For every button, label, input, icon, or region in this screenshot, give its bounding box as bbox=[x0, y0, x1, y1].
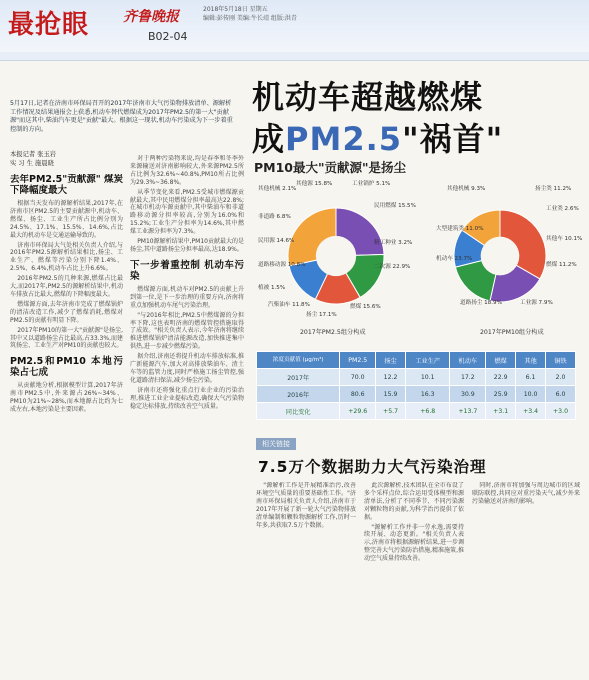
story2-headline: 7.5万个数据助力大气污染治理 bbox=[258, 458, 487, 476]
table-cell: 15.9 bbox=[376, 386, 406, 403]
pie-label: 其他机械 9.3% bbox=[447, 186, 486, 192]
pm10-pie-caption: 2017年PM10组分构成 bbox=[480, 329, 544, 336]
table-cell: +3.0 bbox=[546, 403, 576, 420]
pie-label: 工业锅炉 5.1% bbox=[352, 181, 391, 187]
issue-editors: 编辑:彭传刚 美编:牛长靖 组版:洪青 bbox=[203, 15, 297, 22]
left-para: 济南市环保局大气处相关负责人介绍,与2016年PM2.5源解析结果相比,扬尘、工业生产、燃煤等污染分别下降1.4%、2.5%、6.4%,机动车占比上升6.6%。 bbox=[10, 241, 123, 273]
table-cell: 6.1 bbox=[516, 369, 546, 386]
table-cell: 6.0 bbox=[546, 386, 576, 403]
issue-info bbox=[203, 5, 383, 23]
pie-label: 道路扬尘 18.9% bbox=[460, 300, 502, 306]
pie-center bbox=[481, 237, 520, 276]
table-col-header: 燃煤 bbox=[486, 352, 516, 369]
mid-para: 对于两种污染物来说,均是春季和冬季外来源输送对济南影响较大,外来源PM2.5所占比例为32.6%~40.8%,PM10所占比例为29.3%~36.8%。 bbox=[130, 155, 244, 186]
headline-part: 成 bbox=[252, 120, 286, 158]
byline-reporter: 本报记者 张玉岩 bbox=[10, 151, 57, 158]
pie-label: 扬尘类 11.2% bbox=[535, 186, 572, 192]
byline-intern: 实 习 生 施晨晓 bbox=[10, 160, 54, 167]
mid-para: PM10源解析结果中,PM10贡献最大的是扬尘,其中道路扬尘分担率最高,达18.9%。 bbox=[130, 238, 244, 253]
table-cell: 17.2 bbox=[450, 369, 486, 386]
left-para: 2016年PM2.5的几种来源,燃煤占比最大,而2017年,PM2.5的源解析结果中,机动车排放占比最大,燃煤的下降幅度最大。 bbox=[10, 275, 123, 298]
left-para: 从贡献地分析,根据模型计算,2017年济南市PM2.5中,外来源占26%~34%、PM10为21%~28%,而本地源占比约为七成左右,本地污染是主要因素。 bbox=[10, 382, 123, 414]
table-cell: 30.9 bbox=[450, 386, 486, 403]
table-cell: 22.9 bbox=[486, 369, 516, 386]
page-number: B02-04 bbox=[148, 30, 188, 43]
table-row-label: 同比变化 bbox=[257, 403, 340, 420]
table-cell: 80.6 bbox=[340, 386, 376, 403]
mid-para: "与2016年相比,PM2.5中燃煤源的分担率下降,这也表明济南的燃煤管控措施取得了成效。"相关负责人表示,今年济南将继续推进燃煤锅炉清洁能源改造,加快推进集中供热,进一步减少燃煤污染。 bbox=[130, 311, 244, 351]
table-row-label: 2017年 bbox=[257, 369, 340, 386]
headline-line1: 机动车超越燃煤 bbox=[252, 78, 484, 116]
left-para: 根据当天发布的源解析结果,2017年,在济南市区PM2.5的主要贡献源中,机动车、燃煤、扬尘、工业生产所占比例分别为24.5%、17.1%、15.5%、14.6%,占比最大的机动车是交通运输导致的。 bbox=[10, 200, 123, 239]
pie-label: 其他车 10.1% bbox=[546, 236, 583, 242]
table-header-row bbox=[257, 352, 576, 369]
pie-label: 汽柴油车 11.8% bbox=[268, 302, 310, 308]
headline-part: "祸首" bbox=[402, 120, 504, 158]
table-col-header: PM2.5 bbox=[340, 352, 376, 369]
table-unit-header: 浓度贡献值 (μg/m³) bbox=[257, 352, 340, 369]
middle-column bbox=[130, 155, 244, 675]
left-para: 燃煤源方面,去年济南市完成了燃煤锅炉的清洁改造工作,减少了燃煤消耗,燃煤对PM2.5的贡献有明显下降。 bbox=[10, 300, 123, 324]
table-cell: 10.1 bbox=[406, 369, 450, 386]
story2-para: 此次源解析,技术团队在全市布设了多个采样点位,综合运用受体模型和源清单法,分析了不同季节、不同污染源对颗粒物的贡献,为科学治污提供了依据。 bbox=[364, 482, 464, 521]
contribution-table bbox=[256, 351, 576, 420]
table-col-header: 工业生产 bbox=[406, 352, 450, 369]
table-cell: 70.0 bbox=[340, 369, 376, 386]
mid-para: 从季节变化来看,PM2.5受城市燃煤源贡献最大,其中民用燃煤分担率最高达22.8%;在城市机动车源贡献中,其中柴油车和非道路移动源分担率较高,分别为16.0%和15.2%;工业生产分担率为14.6%,其中燃煤工业源分担率为7.3%。 bbox=[130, 188, 244, 236]
pie-label: 其他机械 2.1% bbox=[258, 186, 297, 192]
table-cell: +3.4 bbox=[516, 403, 546, 420]
table-col-header: 机动车 bbox=[450, 352, 486, 369]
left-subhead-1: 去年PM2.5"贡献源" 煤炭下降幅度最大 bbox=[10, 174, 123, 196]
table-cell: +5.7 bbox=[376, 403, 406, 420]
header-divider bbox=[0, 52, 589, 61]
table-row bbox=[257, 369, 576, 386]
story2-column-1 bbox=[256, 482, 356, 674]
pie-label: 精工种业 3.2% bbox=[374, 240, 413, 246]
pie-label: 非道路 6.8% bbox=[258, 214, 291, 220]
pie-label: 扬尘 17.1% bbox=[306, 312, 337, 318]
issue-date: 2018年5月18日 星期五 bbox=[203, 6, 268, 13]
table-cell: 25.9 bbox=[486, 386, 516, 403]
pie-label: 大型建筑类 11.0% bbox=[436, 226, 484, 232]
pie-center bbox=[316, 236, 356, 276]
pie-charts bbox=[250, 178, 584, 338]
pie-label: 民用源 14.6% bbox=[258, 238, 295, 244]
table-cell: +3.1 bbox=[486, 403, 516, 420]
headline-pm25: PM2.5 bbox=[285, 120, 402, 158]
pm25-pie-caption: 2017年PM2.5组分构成 bbox=[300, 329, 366, 336]
table-row bbox=[257, 386, 576, 403]
table-col-header: 扬尘 bbox=[376, 352, 406, 369]
story2-para: "源解析工作并非一劳永逸,需要持续开展、动态更新。"相关负责人表示,济南市将根据源解析结果,进一步调整完善大气污染防治措施,精准施策,推动空气质量持续改善。 bbox=[364, 523, 464, 563]
left-subhead-2: PM2.5和PM10 本地污染占七成 bbox=[10, 356, 123, 379]
table-col-header: 其他 bbox=[516, 352, 546, 369]
story2-column-2 bbox=[364, 482, 464, 674]
table-row bbox=[257, 403, 576, 420]
left-para: 2017年PM10的第一大"贡献源"是扬尘,其中又以道路扬尘占比最高,占33.3%,而建筑扬尘、工业生产对PM10的贡献也较大。 bbox=[10, 326, 123, 350]
brand-logo: 齐鲁晚报 bbox=[123, 9, 179, 25]
table-cell: 10.0 bbox=[516, 386, 546, 403]
table-cell: 2.0 bbox=[546, 369, 576, 386]
headline-line2 bbox=[252, 114, 503, 160]
pie-label: 机动车 23.7% bbox=[436, 256, 473, 262]
lead-paragraph: 5月17日,记者在济南市环保局召开的2017年济南市大气污染物排放清单、源解析工作情况及结果通报会上获悉,机动车替代燃煤成为2017年PM2.5的第一大"贡献源"而这其中,柴油汽车更是"贡献"最大。根据这一现状,机动车污染成为下一步着重控制的方向。 bbox=[10, 100, 233, 133]
table-cell: 12.2 bbox=[376, 369, 406, 386]
story2-column-3 bbox=[472, 482, 580, 674]
headline-subtitle: PM10最大"贡献源"是扬尘 bbox=[254, 160, 407, 175]
mid-para: 燃煤源方面,机动车对PM2.5的贡献上升到第一位,是下一步治理的重要方向,济南将重点加强机动车尾气污染治理。 bbox=[130, 285, 244, 309]
story2-para: "源解析工作是开展精准治污,改善环境空气质量的重要基础性工作。"济南市环保局相关负责人介绍,济南市于2017年开展了新一轮大气污染物排放清单编制和颗粒物源解析工作,历时一年多,共获取7.5万个数据。 bbox=[256, 482, 356, 529]
pie-label: 民用燃煤 15.5% bbox=[374, 203, 416, 209]
section-name: 最抢眼 bbox=[8, 10, 90, 40]
table-col-header: 铜铁 bbox=[546, 352, 576, 369]
pie-label: 植被 1.5% bbox=[258, 285, 286, 291]
table-cell: +13.7 bbox=[450, 403, 486, 420]
mid-subhead: 下一步着重控制 机动车污染 bbox=[130, 259, 244, 282]
page-header bbox=[0, 0, 589, 52]
table-cell: +6.8 bbox=[406, 403, 450, 420]
left-column bbox=[10, 174, 123, 674]
pie-label: 工业类 2.6% bbox=[546, 206, 579, 212]
related-link-tag: 相关链接 bbox=[256, 438, 296, 450]
mid-para: 据介绍,济南还将提升机动车排放标准,推广新能源汽车,加大对高排放柴油车、渣土车等的监管力度,同时严格施工扬尘管控,强化道路清扫保洁,减少扬尘污染。 bbox=[130, 353, 244, 384]
table-row-label: 2016年 bbox=[257, 386, 340, 403]
pie-label: 工业源 7.9% bbox=[520, 300, 553, 306]
byline bbox=[10, 150, 56, 168]
story2-para: 同时,济南市将加强与周边城市的区域联防联控,共同应对重污染天气,减少外来污染输送对济南的影响。 bbox=[472, 482, 580, 505]
table-cell: +29.6 bbox=[340, 403, 376, 420]
table-cell: 16.3 bbox=[406, 386, 450, 403]
mid-para: 济南市还将强化重点行业企业的污染治理,推进工业企业提标改造,确保大气污染物稳定达标排放,持续改善空气质量。 bbox=[130, 386, 244, 410]
pie-label: 燃煤 15.6% bbox=[350, 304, 381, 310]
pie-label: 燃煤 11.2% bbox=[546, 262, 577, 268]
pie-label: 道路移动源 10.8% bbox=[258, 262, 306, 268]
pie-label: 其他源 15.8% bbox=[296, 181, 333, 187]
pie-label: 二次源 22.9% bbox=[374, 264, 411, 270]
